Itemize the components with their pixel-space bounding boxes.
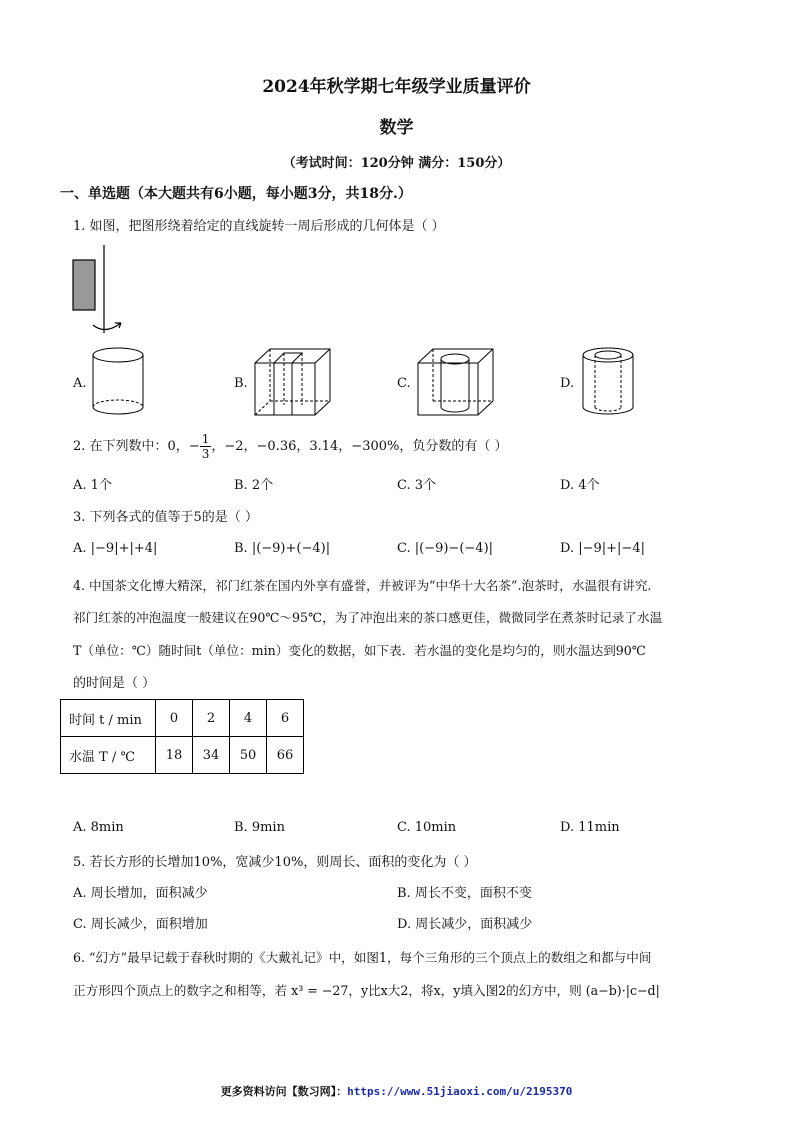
q4-option-a[interactable]: A. 8min: [73, 820, 124, 835]
q1-option-d[interactable]: D.: [560, 376, 575, 391]
q1-option-b[interactable]: B.: [234, 376, 248, 391]
q1-option-a[interactable]: A.: [73, 376, 87, 391]
q1-option-c[interactable]: C.: [397, 376, 411, 391]
table-row: [61, 700, 304, 737]
q2-option-b[interactable]: B. 2个: [234, 478, 274, 493]
page-title: 2024年秋学期七年级学业质量评价: [262, 77, 531, 97]
q2-suffix: ，−2，−0.36̇，3.14，−300%，负分数的有（ ）: [211, 439, 508, 454]
temperature-table: [60, 699, 304, 774]
q5-option-a[interactable]: A. 周长增加，面积减少: [73, 886, 208, 901]
hollow-cylinder-figure-d: [578, 345, 638, 420]
q2-prefix: 2. 在下列数中：0，: [73, 439, 189, 454]
section-heading: 一、单选题（本大题共有6小题，每小题3分，共18分.）: [60, 186, 412, 202]
exam-info: （考试时间：120分钟 满分：150分）: [282, 156, 511, 171]
q3-option-b[interactable]: B. |(−9)+(−4)|: [234, 541, 331, 556]
rotation-figure: [65, 245, 135, 340]
question-3-stem: 3. 下列各式的值等于5的是（ ）: [73, 510, 258, 525]
question-4-line-3: T（单位：℃）随时间t（单位：min）变化的数据，如下表．若水温的变化是均匀的，则水温达到90℃: [73, 643, 646, 658]
cylinder-figure-a: [88, 345, 148, 420]
q4-option-d[interactable]: D. 11min: [560, 820, 620, 835]
fraction-one-third: [200, 432, 212, 461]
subject-title: 数学: [379, 118, 414, 138]
q5-option-c[interactable]: C. 周长减少，面积增加: [73, 917, 208, 932]
q5-option-b[interactable]: B. 周长不变，面积不变: [397, 886, 532, 901]
shaded-rectangle: [73, 260, 95, 310]
fraction-numerator: 1: [201, 432, 210, 446]
table-cell: 66: [267, 737, 304, 774]
question-5-stem: 5. 若长方形的长增加10%，宽减少10%，则周长、面积的变化为（ ）: [73, 855, 477, 870]
q3-option-a[interactable]: A. |−9|+|+4|: [73, 541, 158, 556]
rotation-arrow: [93, 323, 121, 330]
table-row: [61, 737, 304, 774]
table-cell: 6: [267, 700, 304, 737]
q2-option-a[interactable]: A. 1个: [73, 478, 112, 493]
question-4-line-2: 祁门红茶的冲泡温度一般建议在90℃～95℃，为了冲泡出来的茶口感更佳，微微同学在煮茶时记录了水温: [73, 610, 663, 625]
table-cell: 2: [193, 700, 230, 737]
footer-prefix: 更多资料访问【数习网】：: [220, 1085, 348, 1098]
table-cell: 50: [230, 737, 267, 774]
question-4-line-1: 4. 中国茶文化博大精深，祁门红茶在国内外享有盛誉，并被评为“中华十大名茶”.泡茶时，水温很有讲究.: [73, 578, 652, 593]
q2-option-c[interactable]: C. 3个: [397, 478, 437, 493]
footer-url[interactable]: https://www.51jiaoxi.com/u/2195370: [347, 1085, 573, 1098]
table-header-time: 时间 t / min: [61, 700, 156, 737]
q2-minus-sign: −: [188, 439, 200, 454]
fraction-denominator: 3: [201, 447, 210, 461]
footer-link[interactable]: [0, 1083, 793, 1099]
table-cell: 0: [156, 700, 193, 737]
table-header-temperature: 水温 T / ℃: [61, 737, 156, 774]
question-6-line-1: 6. “幻方”最早记载于春秋时期的《大戴礼记》中，如图1，每个三角形的三个顶点上的数组之和都与中间: [73, 950, 652, 965]
table-cell: 18: [156, 737, 193, 774]
cube-with-prism-figure-b: [250, 345, 335, 420]
question-4-line-4: 的时间是（ ）: [73, 676, 156, 691]
question-2-stem: [73, 432, 508, 461]
question-6-line-2: 正方形四个顶点上的数字之和相等，若 x³ = −27，y比x大2，将x，y填入图2的幻方中，则 (a−b)·|c−d|: [73, 983, 660, 998]
table-cell: 34: [193, 737, 230, 774]
q5-option-d[interactable]: D. 周长减少，面积减少: [397, 917, 533, 932]
table-cell: 4: [230, 700, 267, 737]
cube-with-cylinder-figure-c: [413, 345, 498, 420]
q3-option-d[interactable]: D. |−9|+|−4|: [560, 541, 645, 556]
q2-option-d[interactable]: D. 4个: [560, 478, 600, 493]
question-1-stem: 1. 如图，把图形绕着给定的直线旋转一周后形成的几何体是（ ）: [73, 219, 445, 234]
q3-option-c[interactable]: C. |(−9)−(−4)|: [397, 541, 494, 556]
q4-option-c[interactable]: C. 10min: [397, 820, 457, 835]
q4-option-b[interactable]: B. 9min: [234, 820, 285, 835]
